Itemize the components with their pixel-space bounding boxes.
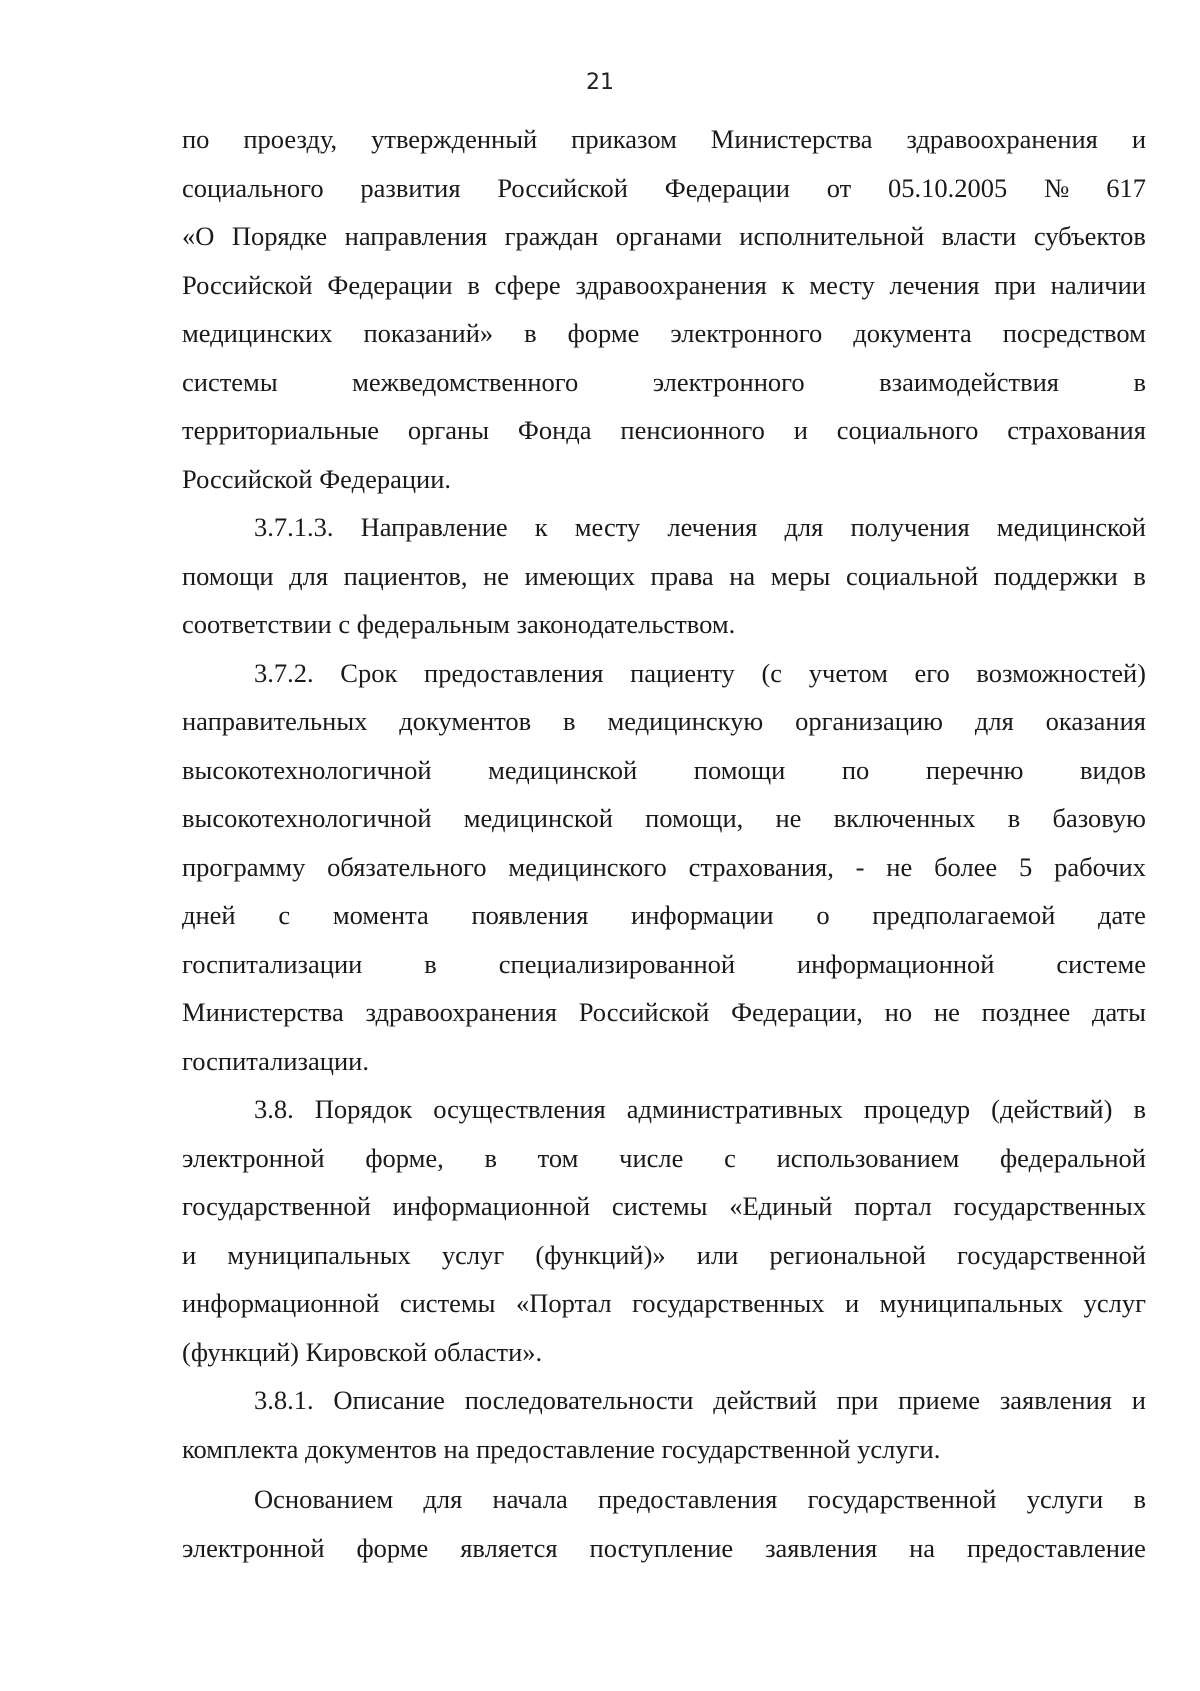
word: форме [567,318,640,348]
word: сфере [494,269,561,300]
word: муниципальных [879,1288,1064,1318]
word: от [826,172,852,203]
word: Федерации. [319,463,452,494]
word: области». [433,1336,543,1367]
text-line [182,1085,1146,1134]
word: на [729,560,756,591]
word: является [460,1532,558,1563]
word: Федерации, [731,997,863,1027]
word: (с [761,657,783,688]
word: с [278,900,291,930]
word: процедур [863,1094,971,1124]
text-line [182,212,1146,261]
text-line [182,746,1146,795]
word: медицинскую [607,706,764,736]
text-line [182,115,1146,164]
word: к [781,269,795,300]
word: для [289,560,329,591]
word: включенных [833,803,976,833]
word: начала [492,1484,568,1514]
word: лечения [667,512,758,542]
word: заявления [765,1532,878,1563]
word: государственной [182,1191,371,1221]
word: федеральным [356,609,510,639]
word: поступление [589,1532,734,1563]
word: права [650,560,714,591]
word: утвержденный [371,124,538,154]
word: комплекта [182,1433,299,1464]
word: форме [356,1532,429,1563]
word: предоставления [424,657,604,688]
word: социальной [845,560,979,591]
word: Порядок [314,1094,413,1124]
word: к [534,512,548,542]
word: госпитализации. [182,1045,369,1076]
word: соответствии [182,609,332,639]
word: лечения [889,269,980,300]
word: электронного [652,366,805,397]
word: региональной [769,1239,926,1270]
text-line [182,1328,1146,1377]
text-line [182,1231,1146,1280]
word: в [1133,1484,1146,1514]
word: Федерации [664,172,790,203]
text-line [182,940,1146,989]
word: в [484,1142,497,1173]
word: момента [332,900,429,930]
word: госпитализации [182,948,363,979]
word: проезду, [243,124,338,154]
word: возможностей) [976,657,1146,688]
word: «О [182,221,215,251]
word: но [884,997,913,1027]
text-line [182,794,1146,843]
word: высокотехнологичной [182,754,432,785]
word: социального [182,172,324,203]
word: в [1133,560,1146,591]
text-line [182,697,1146,746]
word: 617 [1106,172,1146,203]
word: развития [360,172,461,203]
word: 3.7.2. [254,657,314,688]
word: последовательности [464,1385,694,1415]
word: том [537,1142,579,1173]
word: Порядке [231,221,328,251]
text-line [182,1182,1146,1231]
word: наличии [1050,269,1146,300]
word: медицинских [182,318,333,348]
word: и [1131,1385,1146,1415]
word: государственной [661,1433,851,1464]
word: Направление [360,512,508,542]
text-line [182,1524,1146,1573]
word: медицинской [488,754,638,785]
word: организацию [795,706,943,736]
word: 5 [1019,851,1033,882]
word: для [784,512,824,542]
word: здравоохранения [906,124,1098,154]
word: социального [836,415,979,445]
word: системы [611,1191,708,1221]
word: пенсионного [620,415,765,445]
word: портал [854,1191,932,1221]
word: месту [574,512,641,542]
word: медицинской [996,512,1146,542]
word: электронной [182,1142,325,1173]
word: в [563,706,576,736]
word: помощи, [645,803,744,833]
word: помощи [182,560,274,591]
word: месту [809,269,875,300]
text-line [182,164,1146,213]
text-line [182,261,1146,310]
word: граждан [504,221,599,251]
word: предоставление [476,1433,656,1464]
text-line [182,649,1146,698]
word: (функций) [182,1336,300,1367]
word: более [934,851,998,882]
text-line [182,1134,1146,1183]
word: не [933,997,960,1027]
word: при [994,269,1036,300]
word: исполнительной [739,221,925,251]
word: на [443,1433,470,1464]
word: Российской [182,269,313,300]
word: для [423,1484,463,1514]
text-line [182,1279,1146,1328]
word: Российской [182,463,313,494]
text-line [182,600,1146,649]
word: программу [182,851,306,882]
word: информационной [392,1191,591,1221]
word: (функций)» [535,1239,666,1270]
word: здравоохранения [575,269,767,300]
word: посредством [1002,318,1146,348]
word: пациенту [630,657,735,688]
word: «Единый [729,1191,833,1221]
word: приказом [571,124,677,154]
word: государственных [632,1288,825,1318]
text-line [182,503,1146,552]
word: медицинской [463,803,613,833]
word: предоставления [597,1484,778,1514]
word: на [909,1532,936,1563]
word: с [338,609,351,639]
text-line [182,1037,1146,1086]
word: документов [305,1433,437,1464]
word: в [1133,366,1146,397]
word: системе [1056,948,1146,979]
text-line [182,891,1146,940]
word: информационной [797,948,995,979]
word: или [696,1239,739,1270]
word: в [524,318,537,348]
text-line [182,406,1146,455]
word: Министерства [710,124,873,154]
word: Кировской [305,1336,428,1367]
word: и [845,1288,860,1318]
word: услуг [1083,1288,1146,1318]
word: направительных [182,706,368,736]
word: Основанием [254,1484,394,1514]
text-line [182,988,1146,1037]
word: в [1007,803,1021,833]
word: 3.8.1. [254,1385,314,1415]
word: электронной [182,1532,325,1563]
word: в [1133,1094,1146,1124]
word: межведомственного [352,366,579,397]
word: и [793,415,808,445]
word: Описание [333,1385,445,1415]
word: - [855,851,865,882]
word: здравоохранения [365,997,557,1027]
text-line [182,843,1146,892]
text-line [182,309,1146,358]
word: власти [941,221,1017,251]
word: документов [399,706,532,736]
word: Срок [340,657,398,688]
word: взаимодействия [879,366,1059,397]
word: при [836,1385,879,1415]
word: государственных [953,1191,1146,1221]
word: предоставление [966,1532,1146,1563]
word: появления [471,900,589,930]
text-line [182,1425,1146,1474]
word: территориальные [182,415,379,445]
word: (действий) [991,1094,1113,1124]
word: государственной [807,1484,997,1514]
word: «Портал [515,1288,612,1318]
word: позднее [981,997,1071,1027]
word: поддержки [993,560,1118,591]
word: законодательством. [516,609,736,639]
word: органы [407,415,490,445]
word: получения [850,512,970,542]
text-line [182,1475,1146,1524]
text-line [182,552,1146,601]
word: документа [853,318,972,348]
word: № [1044,172,1070,203]
word: Фонда [517,415,592,445]
word: информации [631,900,774,930]
word: страхования, [688,851,834,882]
word: рабочих [1054,851,1146,882]
word: с [724,1142,736,1173]
word: Российской [578,997,710,1027]
page-number: 21 [586,70,614,95]
word: пациентов, [343,560,468,591]
word: по [182,124,210,154]
word: системы [182,366,278,397]
word: его [914,657,950,688]
text-line [182,455,1146,504]
word: и [1131,124,1146,154]
word: 3.7.1.3. [254,512,334,542]
word: 05.10.2005 [888,172,1008,203]
word: заявления [999,1385,1112,1415]
word: показаний» [363,318,494,348]
word: даты [1092,997,1146,1027]
word: не [886,851,913,882]
word: медицинского [508,851,667,882]
word: Министерства [182,997,344,1027]
word: электронного [670,318,823,348]
word: действий [713,1385,817,1415]
word: помощи [693,754,786,785]
word: услуг [441,1239,505,1270]
word: предполагаемой [872,900,1056,930]
word: направления [344,221,488,251]
word: о [816,900,830,930]
word: приеме [898,1385,981,1415]
word: федеральной [999,1142,1146,1173]
word: субъектов [1033,221,1146,251]
text-line [182,1376,1146,1425]
word: административных [626,1094,843,1124]
word: числе [619,1142,684,1173]
word: в [467,269,480,300]
word: для [974,706,1014,736]
word: Российской [497,172,628,203]
word: базовую [1052,803,1146,833]
word: и [182,1239,197,1270]
word: дате [1098,900,1146,930]
word: форме, [365,1142,444,1173]
word: услуги [1026,1484,1104,1514]
word: учетом [808,657,888,688]
word: обязательного [327,851,487,882]
word: высокотехнологичной [182,803,432,833]
word: оказания [1045,706,1146,736]
word: муниципальных [227,1239,411,1270]
word: использованием [776,1142,960,1173]
word: услуги. [857,1433,941,1464]
word: перечню [925,754,1024,785]
word: 3.8. [254,1094,294,1124]
word: имеющих [524,560,635,591]
word: в [424,948,437,979]
word: страхования [1007,415,1146,445]
word: специализированной [498,948,736,979]
body-text [182,115,1146,1572]
word: не [483,560,510,591]
word: информационной [182,1288,380,1318]
word: органами [615,221,722,251]
word: осуществления [433,1094,606,1124]
word: не [775,803,802,833]
word: меры [770,560,831,591]
word: государственной [957,1239,1146,1270]
word: видов [1080,754,1146,785]
text-line [182,358,1146,407]
word: по [841,754,870,785]
word: Федерации [327,269,453,300]
word: дней [182,900,236,930]
word: системы [399,1288,496,1318]
